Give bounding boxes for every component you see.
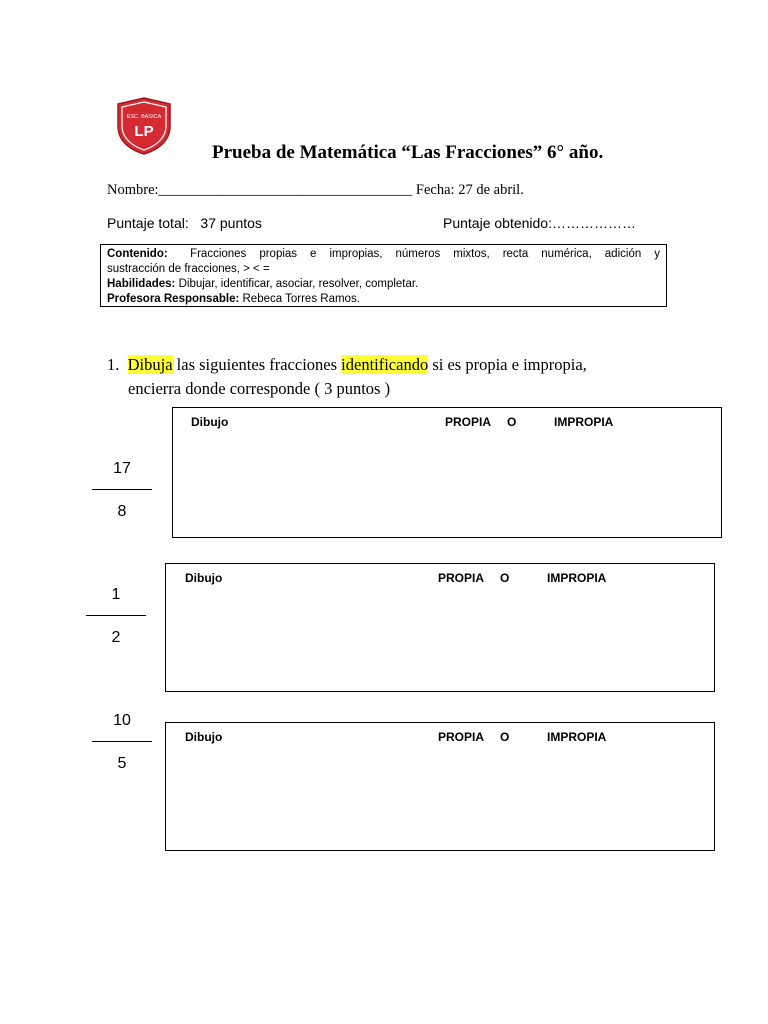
fraction-numerator: 10 [113,712,131,729]
option-o: O [507,415,517,429]
fraction-bar [92,741,152,742]
column-dibujo: Dibujo [191,415,229,429]
column-dibujo: Dibujo [185,730,223,744]
fraction-numerator: 1 [111,586,121,603]
question-text-1: las siguientes fracciones [172,355,342,374]
question-1-line-1 [107,353,587,377]
fraction-denominator: 8 [117,503,127,520]
nombre-fecha-row [107,182,524,199]
contenido-text-2: sustracción de fracciones, > < = [107,263,270,275]
column-dibujo: Dibujo [185,571,223,585]
puntaje-total [107,215,262,231]
question-1 [107,353,587,401]
answer-box-3[interactable] [165,722,715,851]
fraction-numerator: 17 [113,460,131,477]
option-propia[interactable]: PROPIA [445,415,492,429]
puntaje-obtenido[interactable]: Puntaje obtenido:……………… [443,215,636,231]
logo-letters: LP [134,123,154,140]
question-text-2: si es propia e impropia, [428,355,587,374]
highlight-identificando: identificando [341,355,429,374]
option-impropia[interactable]: IMPROPIA [554,415,614,429]
answer-box-1[interactable] [172,407,722,538]
question-1-line-2: encierra donde corresponde ( 3 puntos ) [128,379,391,398]
highlight-dibuja: Dibuja [127,355,173,374]
option-propia[interactable]: PROPIA [438,730,485,744]
fraction-denominator: 5 [117,755,127,772]
school-shield-icon [114,96,174,156]
answer-box-2[interactable] [165,563,715,692]
school-logo [114,96,174,156]
fraction-1-2 [86,585,146,648]
puntaje-total-value: 37 puntos [200,215,262,231]
fraction-denominator: 2 [111,629,121,646]
fraction-bar [92,489,152,490]
info-box [100,244,667,307]
contenido-line [107,247,660,262]
question-number: 1. [107,355,120,374]
fraction-bar [86,615,146,616]
option-impropia[interactable]: IMPROPIA [547,571,607,585]
option-propia[interactable]: PROPIA [438,571,485,585]
contenido-text-1: Fracciones propias e impropias, números mixtos, recta numérica, adición y [190,248,660,260]
puntaje-total-label: Puntaje total: [107,215,189,231]
habilidades-text: Dibujar, identificar, asociar, resolver, completar. [175,278,419,290]
nombre-field[interactable]: ___________________________________ [158,182,413,198]
contenido-label: Contenido: [107,248,168,260]
option-impropia[interactable]: IMPROPIA [547,730,607,744]
habilidades-line [107,277,660,292]
fraction-17-8 [92,459,152,522]
logo-text: ESC. BASICA [126,114,162,120]
fecha-text: Fecha: 27 de abril. [412,182,524,198]
profesora-label: Profesora Responsable: [107,293,240,305]
nombre-label: Nombre: [107,182,159,198]
fraction-10-5 [92,711,152,774]
profesora-text: Rebeca Torres Ramos. [239,293,360,305]
habilidades-label: Habilidades: [107,278,176,290]
option-o: O [500,571,510,585]
option-o: O [500,730,510,744]
profesora-line [107,292,660,307]
page-title: Prueba de Matemática “Las Fracciones” 6° año. [212,142,604,163]
